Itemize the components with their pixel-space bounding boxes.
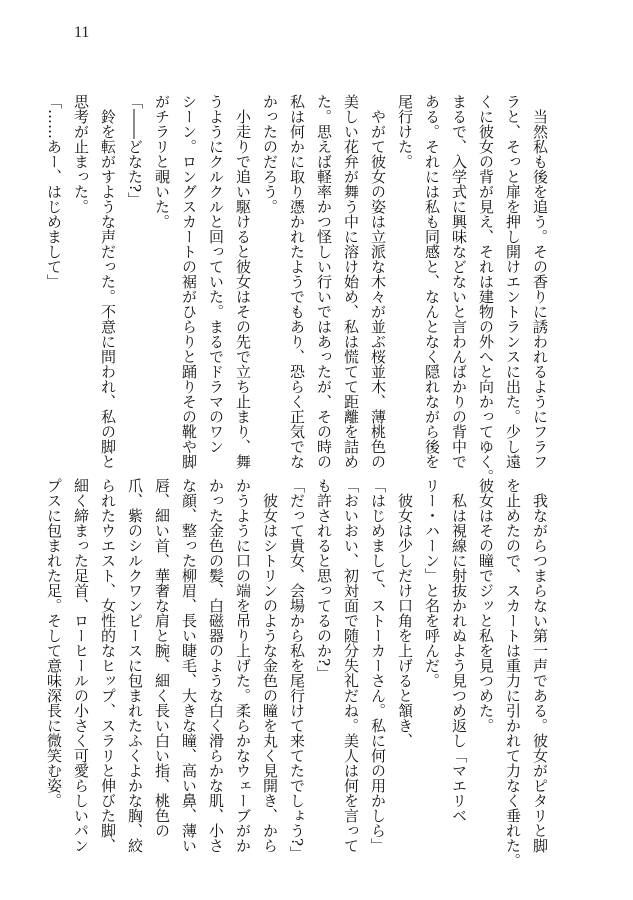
bottom-block-line: 私は視線に射抜かれぬよう見つめ返し「マエリベ bbox=[450, 478, 468, 823]
bottom-block-line: かうように口の端を吊り上げた。柔らかなウェーブがか bbox=[234, 478, 252, 853]
top-block-line: うようにクルクルと回っていた。まるでドラマのワン bbox=[207, 94, 225, 454]
top-block-line: 鈴を転がすような声だった。不意に問われ、私の脚と bbox=[99, 94, 117, 469]
bottom-block-line: プスに包まれた足。そして意味深長に微笑む姿。 bbox=[45, 478, 63, 808]
text-block-bottom bbox=[45, 478, 553, 868]
bottom-block-line: 「はじめまして、ストーカーさん。私に何の用かしら」 bbox=[369, 478, 387, 853]
top-block-line: やがて彼女の姿は立派な木々が並ぶ桜並木、薄桃色の bbox=[369, 94, 387, 469]
top-block-line: 思考が止まった。 bbox=[72, 94, 90, 214]
top-block-line: 尾行けた。 bbox=[396, 94, 414, 169]
top-block-line: シーン。ロングスカートの裾がひらりと踊りその靴や脚 bbox=[180, 94, 198, 469]
top-block-line: がチラリと覗いた。 bbox=[153, 94, 171, 229]
text-block-top bbox=[45, 94, 553, 484]
top-block-line: 美しい花弁が舞う中に溶け始め、私は慌てて距離を詰め bbox=[342, 94, 360, 469]
top-block-line: ラと、そっと扉を押し開けエントランスに出た。少し遠 bbox=[504, 94, 522, 469]
bottom-block-line: 「おいおい、初対面で随分失礼だね。美人は何を言って bbox=[342, 478, 360, 853]
bottom-block-line: 唇、細い首、華奢な肩と腕、細く長い白い指、桃色の bbox=[153, 478, 171, 838]
top-block-line: た。思えば軽率かつ怪しい行いではあったが、その時の bbox=[315, 94, 333, 469]
bottom-block-line: を止めたので、スカートは重力に引かれて力なく垂れた。 bbox=[504, 478, 522, 868]
bottom-block-line: 彼女はシトリンのような金色の瞳を丸く見開き、から bbox=[261, 478, 279, 853]
bottom-block-line: も許されると思ってるのか?」 bbox=[315, 478, 333, 682]
top-block-line: 当然私も後を追う。その香りに誘われるようにフラフ bbox=[531, 94, 549, 469]
bottom-block-line: られたウエスト、女性的なヒップ、スラリと伸びた脚、 bbox=[99, 478, 117, 853]
bottom-block-line: 彼女は少しだけ口角を上げると頷き、 bbox=[396, 478, 414, 748]
page-number: 11 bbox=[74, 24, 90, 41]
bottom-block-line: かった金色の髪、白磁器のような白く滑らかな肌、小さ bbox=[207, 478, 225, 853]
bottom-block-line: 爪、紫のシルクワンピースに包まれたふくよかな胸、絞 bbox=[126, 478, 144, 853]
top-block-line: くに彼女の背が見え、それは建物の外へと向かってゆく。 bbox=[477, 94, 495, 484]
top-block-line: 小走りで追い駆けると彼女はその先で立ち止まり、舞 bbox=[234, 94, 252, 469]
bottom-block-line: 細く締まった足首、ローヒールの小さく可愛らしいパン bbox=[72, 478, 90, 853]
top-block-line: 私は何かに取り憑かれたようでもあり、恐らく正気でな bbox=[288, 94, 306, 469]
bottom-block-line: 彼女はその瞳でジッと私を見つめた。 bbox=[477, 478, 495, 733]
top-block-line: ある。それには私も同感と、なんとなく隠れながら後を bbox=[423, 94, 441, 469]
top-block-line: かったのだろう。 bbox=[261, 94, 279, 214]
top-block-line: 「……あー、はじめまして」 bbox=[45, 94, 63, 289]
bottom-block-line: 我ながらつまらない第一声である。彼女がピタリと脚 bbox=[531, 478, 549, 853]
bottom-block-line: リー・ハーン」と名を呼んだ。 bbox=[423, 478, 441, 688]
top-block-line: まるで、入学式に興味などないと言わんばかりの背中で bbox=[450, 94, 468, 469]
bottom-block-line: な顔、整った柳眉、長い睫毛、大きな瞳、高い鼻、薄い bbox=[180, 478, 198, 853]
bottom-block-line: 「だって貴女、会場から私を尾行けて来てたでしょう?」 bbox=[288, 478, 306, 862]
top-block-line: 「――どなた?」 bbox=[126, 94, 144, 208]
